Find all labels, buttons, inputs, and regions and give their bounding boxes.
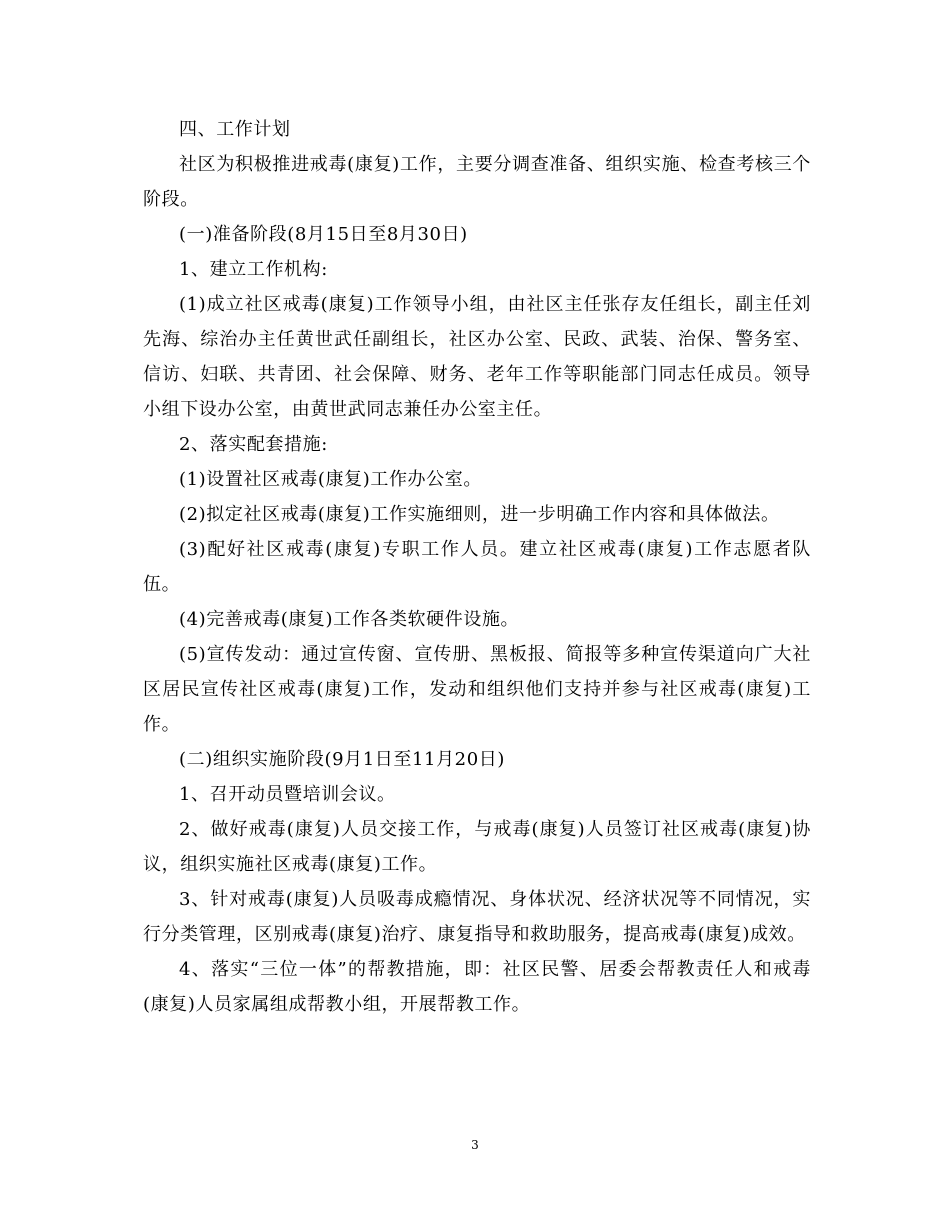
paragraph: 社区为积极推进戒毒(康复)工作，主要分调查准备、组织实施、检查考核三个阶段。 xyxy=(143,154,811,210)
document-body xyxy=(143,112,811,1022)
paragraph: (1)设置社区戒毒(康复)工作办公室。 xyxy=(179,469,482,490)
paragraph: 1、召开动员暨培训会议。 xyxy=(179,784,396,805)
paragraph: 2、做好戒毒(康复)人员交接工作，与戒毒(康复)人员签订社区戒毒(康复)协议，组织实施社区戒毒(康复)工作。 xyxy=(143,819,811,875)
page-number: 3 xyxy=(471,1138,479,1152)
stage-heading: (一)准备阶段(8月15日至8月30日) xyxy=(179,224,468,245)
paragraph: 2、落实配套措施: xyxy=(179,434,328,455)
paragraph: 3、针对戒毒(康复)人员吸毒成瘾情况、身体状况、经济状况等不同情况，实行分类管理，区别戒毒(康复)治疗、康复指导和救助服务，提高戒毒(康复)成效。 xyxy=(143,889,811,945)
paragraph: 1、建立工作机构: xyxy=(179,259,328,280)
paragraph: (2)拟定社区戒毒(康复)工作实施细则，进一步明确工作内容和具体做法。 xyxy=(179,504,780,525)
paragraph: (1)成立社区戒毒(康复)工作领导小组，由社区主任张存友任组长，副主任刘先海、综治办主任黄世武任副组长，社区办公室、民政、武装、治保、警务室、信访、妇联、共青团、社会保障、财务、老年工作等职能部门同志任成员。领导小组下设办公室，由黄世武同志兼任办公室主任。 xyxy=(143,294,811,420)
paragraph: 4、落实“三位一体”的帮教措施，即：社区民警、居委会帮教责任人和戒毒(康复)人员家属组成帮教小组，开展帮教工作。 xyxy=(143,959,811,1015)
paragraph: (5)宣传发动：通过宣传窗、宣传册、黑板报、简报等多种宣传渠道向广大社区居民宣传社区戒毒(康复)工作，发动和组织他们支持并参与社区戒毒(康复)工作。 xyxy=(143,644,811,735)
paragraph: (4)完善戒毒(康复)工作各类软硬件设施。 xyxy=(179,609,520,630)
paragraph: (3)配好社区戒毒(康复)专职工作人员。建立社区戒毒(康复)工作志愿者队伍。 xyxy=(143,539,811,595)
stage-heading: (二)组织实施阶段(9月1日至11月20日) xyxy=(179,749,506,770)
section-heading: 四、工作计划 xyxy=(179,119,291,140)
